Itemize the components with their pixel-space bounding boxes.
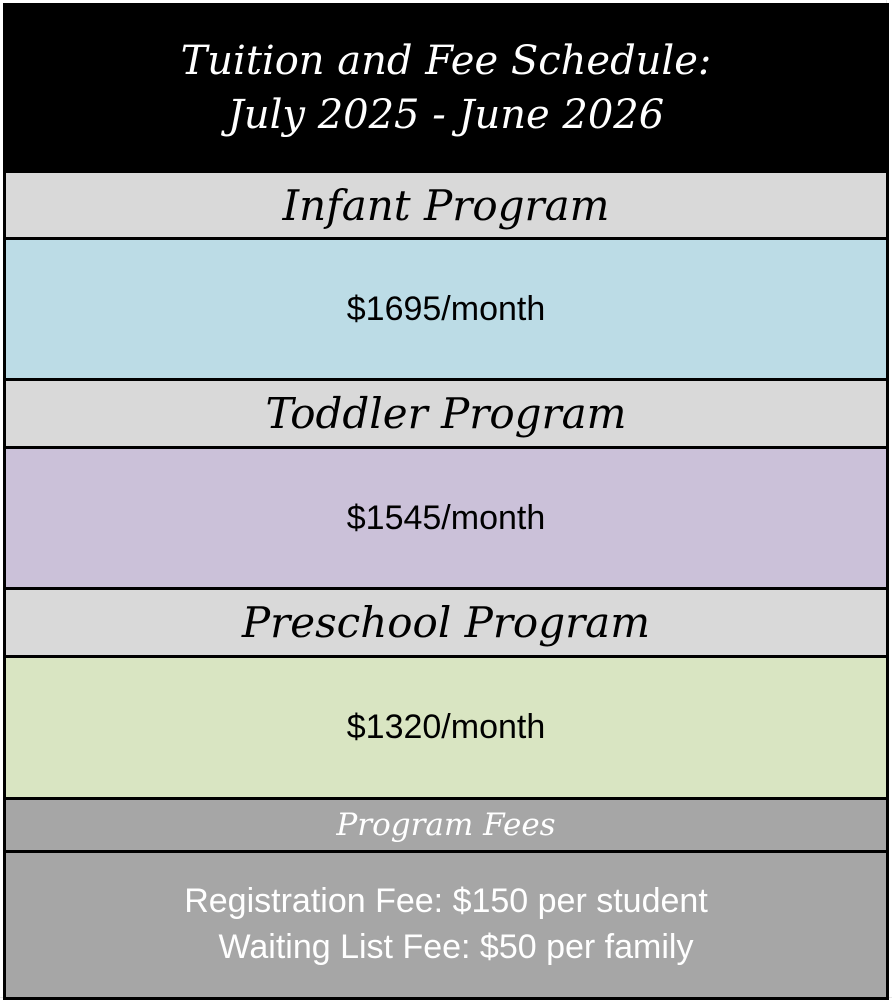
program-fees-body (6, 853, 886, 997)
toddler-program-price: $1545/month (6, 449, 886, 587)
tuition-fee-schedule-table (3, 3, 889, 1000)
infant-program-header: Infant Program (6, 173, 886, 237)
program-fees-header: Program Fees (6, 800, 886, 850)
toddler-program-header: Toddler Program (6, 381, 886, 446)
title-block (6, 6, 886, 170)
preschool-program-price: $1320/month (6, 658, 886, 797)
waiting-list-fee: Waiting List Fee: $50 per family (218, 928, 694, 966)
registration-fee: Registration Fee: $150 per student (184, 882, 708, 921)
infant-program-price: $1695/month (6, 240, 886, 378)
schedule-title: Tuition and Fee Schedule: (180, 38, 712, 84)
preschool-program-header: Preschool Program (6, 590, 886, 655)
schedule-date-range: July 2025 - June 2026 (227, 92, 665, 138)
